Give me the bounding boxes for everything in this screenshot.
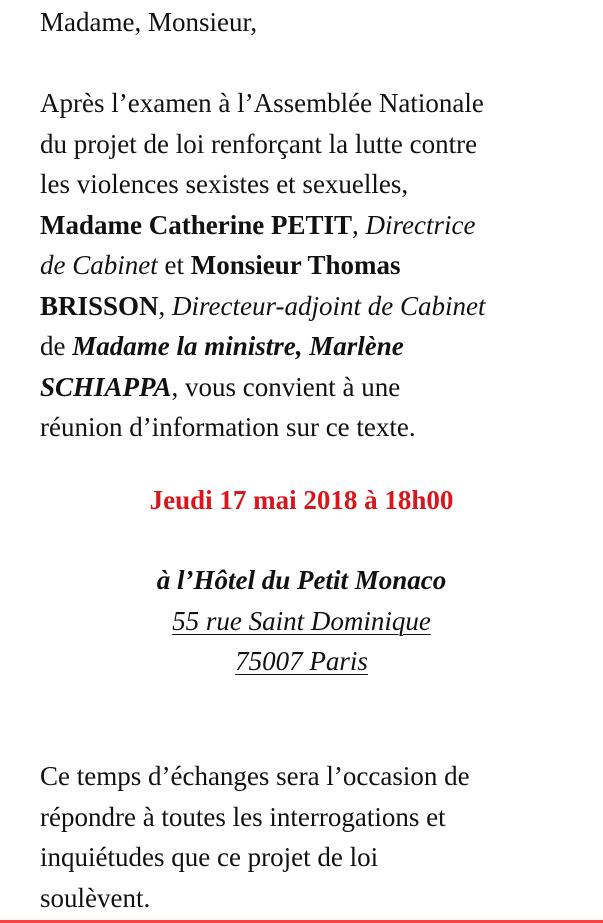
intro-line-9: réunion d’information sur ce texte. (40, 412, 416, 442)
intro-line-4 (40, 205, 580, 246)
separator: , (158, 290, 173, 321)
salutation-text: Madame, Monsieur, (40, 7, 258, 37)
director-role-cont: de Cabinet (40, 250, 158, 280)
deputy-surname: BRISSON (40, 290, 159, 321)
intro-line-5 (40, 245, 580, 286)
venue-name: à l’Hôtel du Petit Monaco (156, 565, 447, 595)
closing-paragraph (40, 756, 580, 918)
intro-line-3: les violences sexistes et sexuelles, (40, 169, 409, 199)
salutation (40, 2, 580, 43)
venue-block (0, 560, 603, 682)
deputy-role: Directeur-adjoint de Cabinet (172, 290, 486, 321)
closing-line-3: inquiétudes que ce projet de loi (40, 842, 379, 872)
intro-line-8 (40, 367, 580, 408)
deputy-name: Monsieur Thomas (190, 250, 401, 280)
minister-name: Madame la ministre, Marlène (72, 331, 404, 361)
venue-city: 75007 Paris (235, 646, 368, 676)
venue-street-line (0, 601, 603, 642)
meeting-date: Jeudi 17 mai 2018 à 18h00 (149, 485, 454, 515)
intro-line-6 (40, 286, 580, 327)
closing-line-1: Ce temps d’échanges sera l’occasion de (40, 761, 470, 791)
closing-line-2: répondre à toutes les interrogations et (40, 801, 446, 832)
director-role: Directrice (365, 209, 476, 240)
venue-city-line (0, 641, 603, 682)
intro-paragraph (40, 83, 580, 448)
invitation-text: , vous convient à une (171, 371, 401, 402)
preposition: de (40, 331, 73, 361)
director-name: Madame Catherine PETIT (40, 209, 352, 240)
intro-line-2: du projet de loi renforçant la lutte contre (40, 128, 478, 159)
venue-street: 55 rue Saint Dominique (172, 605, 431, 636)
separator: , (351, 209, 366, 240)
intro-line-7 (40, 326, 580, 367)
conjunction: et (157, 250, 191, 280)
closing-line-4: soulèvent. (40, 882, 151, 913)
intro-line-1: Après l’examen à l’Assemblée Nationale (40, 88, 484, 118)
minister-surname: SCHIAPPA (40, 371, 172, 402)
